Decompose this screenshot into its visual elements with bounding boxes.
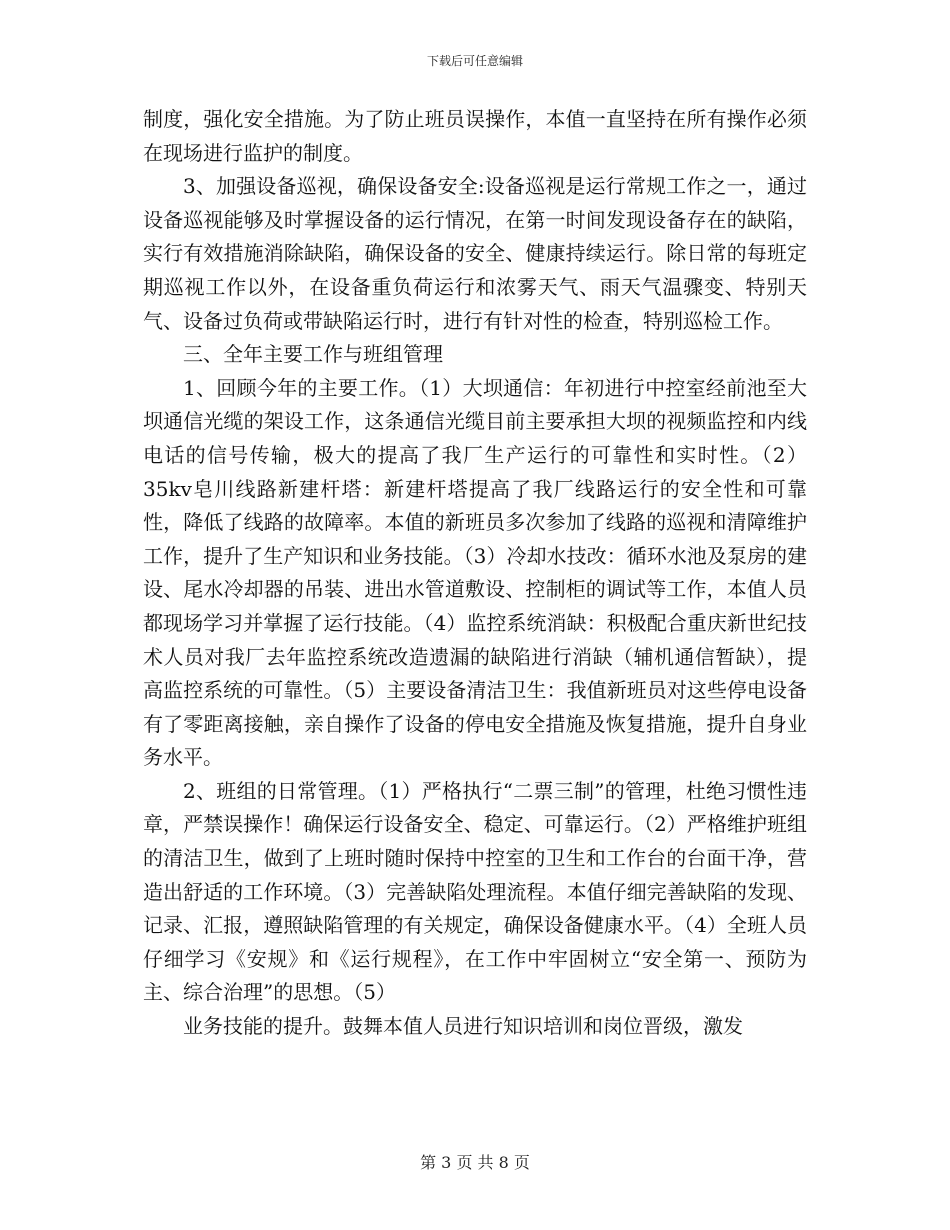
- paragraph: 制度，强化安全措施。为了防止班员误操作，本值一直坚持在所有操作必须在现场进行监护的制度。: [143, 107, 807, 165]
- page-header: 下载后可任意编辑: [426, 54, 523, 68]
- document-body: [143, 103, 807, 1044]
- page-footer: 第 3 页 共 8 页: [420, 1153, 530, 1172]
- section-heading: 三、全年主要工作与班组管理: [183, 342, 443, 367]
- paragraph: 业务技能的提升。鼓舞本值人员进行知识培训和岗位晋级，激发: [183, 1014, 743, 1039]
- paragraph: 2、班组的日常管理。（1）严格执行“二票三制”的管理，杜绝习惯性违章，严禁误操作！确保运行设备安全、稳定、可靠运行。（2）严格维护班组的清洁卫生，做到了上班时随时保持中控室的卫生和工作台的台面干净，营造出舒适的工作环境。（3）完善缺陷处理流程。本值仔细完善缺陷的发现、记录、汇报，遵照缺陷管理的有关规定，确保设备健康水平。（4）全班人员仔细学习《安规》和《运行规程》，在工作中牢固树立“安全第一、预防为主、综合治理”的思想。（5）: [143, 778, 807, 1005]
- paragraph: 1、回顾今年的主要工作。（1）大坝通信：年初进行中控室经前池至大坝通信光缆的架设工作，这条通信光缆目前主要承担大坝的视频监控和内线电话的信号传输，极大的提高了我厂生产运行的可靠性和实时性。（2）35kv皂川线路新建杆塔：新建杆塔提高了我厂线路运行的安全性和可靠性，降低了线路的故障率。本值的新班员多次参加了线路的巡视和清障维护工作，提升了生产知识和业务技能。（3）冷却水技改：循环水池及泵房的建设、尾水冷却器的吊装、进出水管道敷设、控制柜的调试等工作，本值人员都现场学习并掌握了运行技能。（4）监控系统消缺：积极配合重庆新世纪技术人员对我厂去年监控系统改造遗漏的缺陷进行消缺（辅机通信暂缺），提高监控系统的可靠性。（5）主要设备清洁卫生：我值新班员对这些停电设备有了零距离接触，亲自操作了设备的停电安全措施及恢复措施，提升自身业务水平。: [143, 375, 807, 770]
- paragraph: 3、加强设备巡视，确保设备安全:设备巡视是运行常规工作之一，通过设备巡视能够及时掌握设备的运行情况，在第一时间发现设备存在的缺陷，实行有效措施消除缺陷，确保设备的安全、健康持续运行。除日常的每班定期巡视工作以外，在设备重负荷运行和浓雾天气、雨天气温骤变、特别天气、设备过负荷或带缺陷运行时，进行有针对性的检查，特别巡检工作。: [143, 174, 807, 333]
